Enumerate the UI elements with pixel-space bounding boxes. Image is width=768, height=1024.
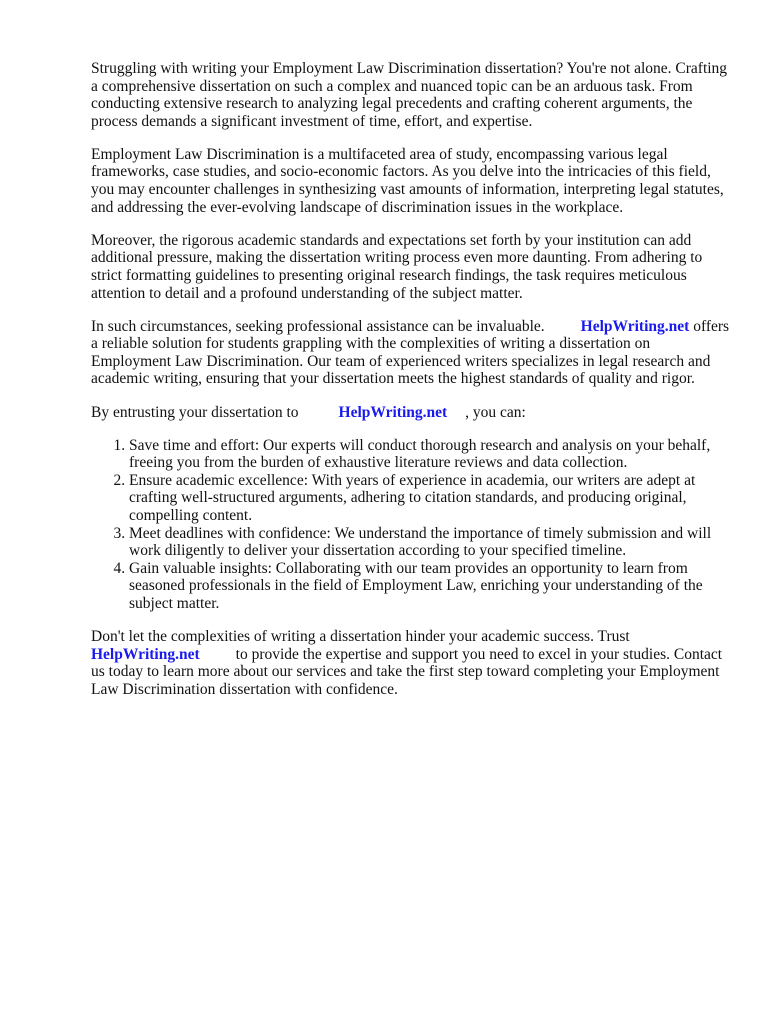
assistance-body-text: offers a reliable solution for students grappling with the complexities of writing a dissertation on Employment Law Discrimination. Our team of experienced writers specializes in legal research and academic writing, ensuring that your dissertation meets the highest standards of quality and rigor. <box>91 317 730 388</box>
entrust-paragraph <box>91 404 731 422</box>
entrust-lead-text: By entrusting your dissertation to <box>91 403 299 421</box>
intro-paragraph: Struggling with writing your Employment Law Discrimination dissertation? You're not alone. Crafting a comprehensive dissertation on such a complex and nuanced topic can be an arduous task. From conducting extensive research to analyzing legal precedents and crafting coherent arguments, the process demands a significant investment of time, effort, and expertise. <box>91 60 728 130</box>
entrust-tail-text: , you can: <box>465 403 526 421</box>
helpwriting-link-3[interactable]: HelpWriting.net <box>91 645 200 663</box>
closing-paragraph <box>91 628 731 698</box>
helpwriting-link-2[interactable]: HelpWriting.net <box>338 403 448 421</box>
assistance-lead-text: In such circumstances, seeking professional assistance can be invaluable. <box>91 317 545 335</box>
closing-body-text: to provide the expertise and support you need to excel in your studies. Contact us today to learn more about our services and take the first step toward completing your Employment Law Discrimination dissertation with confidence. <box>91 645 723 698</box>
benefit-item-time: 1. Save time and effort: Our experts will conduct thorough research and analysis on your behalf, freeing you from the burden of exhaustive literature reviews and data collection. <box>129 437 731 472</box>
assistance-paragraph <box>91 318 731 388</box>
benefits-list <box>91 437 731 613</box>
benefit-item-insights: 4. Gain valuable insights: Collaborating with our team provides an opportunity to learn from seasoned professionals in the field of Employment Law, enriching your understanding of the subject matter. <box>129 560 731 613</box>
helpwriting-link-1[interactable]: HelpWriting.net <box>580 317 690 335</box>
academic-standards-paragraph: Moreover, the rigorous academic standards and expectations set forth by your institution can add additional pressure, making the dissertation writing process even more daunting. From adhering to strict formatting guidelines to presenting original research findings, the task requires meticulous attention to detail and a profound understanding of the subject matter. <box>91 231 703 302</box>
document-page <box>91 60 731 714</box>
field-overview-paragraph: Employment Law Discrimination is a multifaceted area of study, encompassing various legal frameworks, case studies, and socio-economic factors. As you delve into the intricacies of this field, you may encounter challenges in synthesizing vast amounts of information, interpreting legal statutes, and addressing the ever-evolving landscape of discrimination issues in the workplace. <box>91 145 724 216</box>
benefit-item-excellence: 2. Ensure academic excellence: With years of experience in academia, our writers are adept at crafting well-structured arguments, adhering to citation standards, and producing original, compelling content. <box>129 472 731 525</box>
benefit-item-deadlines: 3. Meet deadlines with confidence: We understand the importance of timely submission and will work diligently to deliver your dissertation according to your specified timeline. <box>129 525 731 560</box>
closing-lead-text: Don't let the complexities of writing a dissertation hinder your academic success. Trust <box>91 628 630 646</box>
